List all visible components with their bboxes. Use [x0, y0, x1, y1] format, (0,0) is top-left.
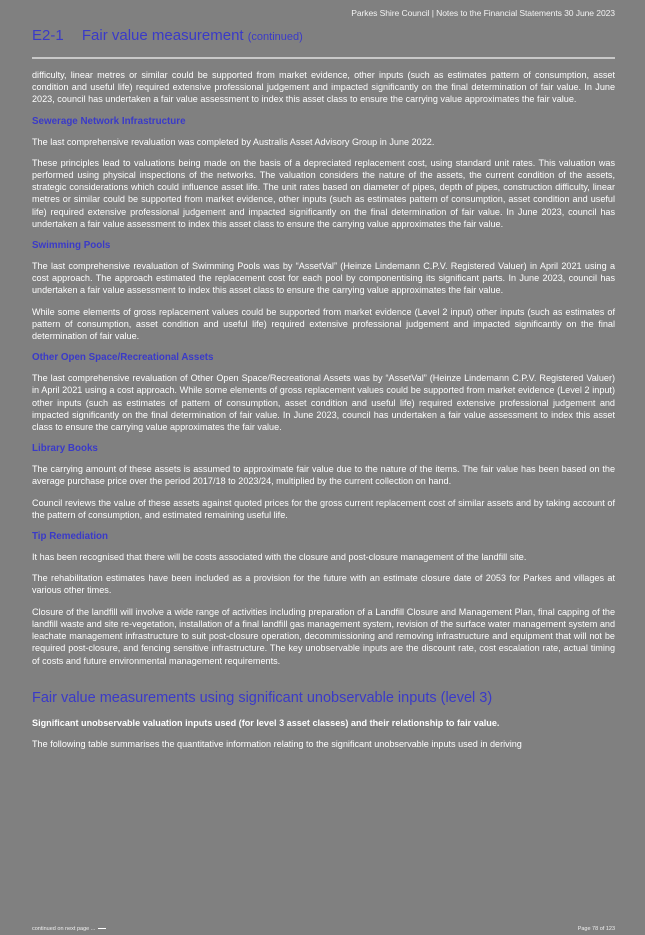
- paragraph: Council reviews the value of these assets against quoted prices for the gross current replacement cost of similar assets and by taking account of the pattern of consumption, and estimated remaining useful life.: [32, 497, 615, 520]
- page-number: Page 78 of 123: [577, 926, 615, 932]
- title-divider: [32, 57, 615, 59]
- running-header: Parkes Shire Council | Notes to the Financial Statements 30 June 2023: [351, 8, 615, 18]
- section-title-text: Fair value measurement: [81, 27, 244, 44]
- heading-tip-remediation: Tip Remediation: [32, 531, 109, 543]
- level3-paragraph: The following table summarises the quantitative information relating to the significant unobservable inputs used in deriving: [32, 738, 522, 749]
- paragraph: The last comprehensive revaluation was completed by Australis Asset Advisory Group in June 2022.: [32, 136, 435, 147]
- heading-sewerage-network: Sewerage Network Infrastructure: [32, 115, 186, 127]
- paragraph: It has been recognised that there will be costs associated with the closure and post-closure management of the landfill site.: [32, 552, 527, 563]
- continued-note: continued on next page ...: [32, 926, 106, 932]
- level3-bold-paragraph: Significant unobservable valuation inputs used (for level 3 asset classes) and their relationship to fair value.: [32, 717, 500, 728]
- heading-swimming-pools: Swimming Pools: [32, 240, 111, 252]
- intro-paragraph: difficulty, linear metres or similar could be supported from market evidence, other inputs (such as estimates pattern of consumption, asset condition and useful life) required extensive professional judgement and impacted significantly on the final determination of fair value. In June 2023, council has undertaken a fair value assessment to index this asset class to ensure the carrying value approximates the fair value.: [32, 70, 615, 105]
- section-title: [32, 27, 303, 44]
- paragraph: The rehabilitation estimates have been included as a provision for the future with an estimate closure date of 2053 for Parkes and villages at various other times.: [32, 573, 615, 596]
- section-continued-label: (continued): [247, 31, 303, 43]
- section-number: E2-1: [32, 27, 64, 44]
- heading-level3-measurements: Fair value measurements using significant unobservable inputs (level 3): [32, 689, 493, 706]
- paragraph: While some elements of gross replacement values could be supported from market evidence (Level 2 input) other inputs (such as estimates of pattern of consumption, asset condition and useful life) required extensive professional judgement and impacted significantly on the final determination of fair value.: [32, 306, 615, 342]
- paragraph: Closure of the landfill will involve a wide range of activities including preparation of a Landfill Closure and Management Plan, final capping of the landfill waste and site re-vegetation, installation of a final landfill gas management system, revision of the surface water management system and leachate management infrastructure to suit post-closure operation, decommissioning and removing infrastructure and equipment that will not be required post-closure, and fencing sensitive infrastructure. The key unobservable inputs are the discount rate, cost escalation rate, actual timing of costs and future environmental management requirements.: [32, 606, 615, 666]
- document-body: [32, 69, 615, 759]
- heading-other-open-space: Other Open Space/Recreational Assets: [32, 352, 214, 364]
- paragraph: The last comprehensive revaluation of Swimming Pools was by “AssetVal” (Heinze Lindemann C.P.V. Registered Valuer) in April 2021 using a cost approach. The approach estimated the replacement cost for each pool by componentising its significant parts. In June 2023, council has undertaken a fair value assessment to index this asset class to ensure the carrying value approximates the fair value.: [32, 261, 615, 296]
- paragraph: The carrying amount of these assets is assumed to approximate fair value due to the nature of the items. The fair value has been based on the average purchase price over the period 2017/18 to 2023/24, multiplied by the current collection on hand.: [32, 464, 615, 487]
- heading-library-books: Library Books: [32, 443, 98, 455]
- paragraph: These principles lead to valuations being made on the basis of a depreciated replacement cost, using standard unit rates. This valuation was performed using physical inspections of the networks. The valuation considers the nature of the assets, the current condition of the assets, strategic considerations which could influence asset life. The unit rates based on diameter of pipes, depth of pipes, construction difficulty, linear metres or similar could be supported from market evidence, other inputs (such as estimates pattern of consumption, asset condition and useful life) required extensive professional judgement and impacted significantly on the final determination of fair value. In June 2023, council has undertaken a fair value assessment to index this asset class to ensure the carrying value approximates the fair value.: [32, 157, 615, 229]
- paragraph: The last comprehensive revaluation of Other Open Space/Recreational Assets was by “AssetVal” (Heinze Lindemann C.P.V. Registered Valuer) in April 2021 using a cost approach. While some elements of gross replacement values could be supported from market evidence (Level 2 input) other inputs (such as estimates of pattern of consumption, asset condition and useful life) required extensive professional judgement and impacted significantly on the final determination of fair value. In June 2023, council has undertaken a fair value assessment to index this asset class to ensure the carrying value approximates the fair value.: [32, 373, 615, 433]
